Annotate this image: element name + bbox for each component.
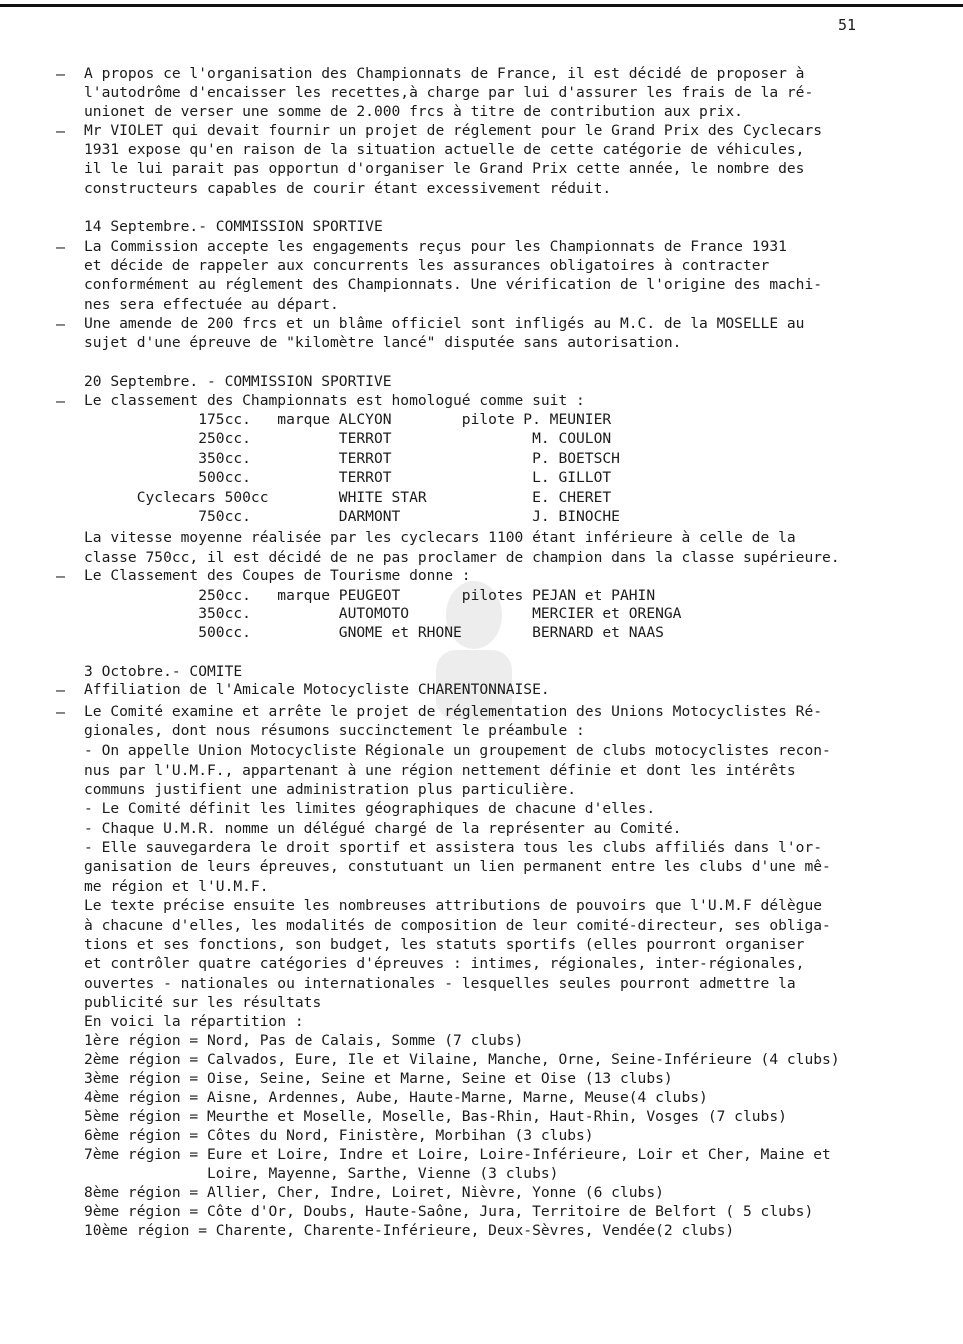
text-line: Le Classement des Coupes de Tourisme donne : <box>84 567 471 584</box>
text-line: Une amende de 200 frcs et un blâme officiel sont infligés au M.C. de la MOSELLE au <box>84 315 805 332</box>
text-line: tions et ses fonctions, son budget, les statuts sportifs (elles pourront organiser <box>84 936 805 953</box>
text-line: nes sera effectuée au départ. <box>84 296 339 313</box>
text-line: ganisation de leurs épreuves, constutuant un lien permanent entre les clubs d'une mê- <box>84 858 831 875</box>
text-line: Le Comité examine et arrête le projet de réglementation des Unions Motocyclistes Ré- <box>84 703 823 720</box>
text-line: 7ème région = Eure et Loire, Indre et Loire, Loire-Inférieure, Loir et Cher, Maine et <box>84 1146 831 1163</box>
text-line: à chacune d'elles, les modalités de composition de leur comité-directeur, ses obliga- <box>84 917 831 934</box>
text-line: 2ème région = Calvados, Eure, Ile et Vilaine, Manche, Orne, Seine-Inférieure (4 clubs) <box>84 1051 840 1068</box>
text-line: En voici la répartition : <box>84 1013 304 1030</box>
bullet-dash: — <box>56 315 66 333</box>
text-line: Le texte précise ensuite les nombreuses attributions de pouvoirs que l'U.M.F délègue <box>84 897 823 914</box>
text-line: 250cc. TERROT M. COULON <box>84 430 612 447</box>
text-line: - Chaque U.M.R. nomme un délégué chargé de la représenter au Comité. <box>84 820 682 837</box>
text-line: - On appelle Union Motocycliste Régionale un groupement de clubs motocyclistes recon- <box>84 742 831 759</box>
text-line: Le classement des Championnats est homologué comme suit : <box>84 392 585 409</box>
text-line: 175cc. marque ALCYON pilote P. MEUNIER <box>84 411 612 428</box>
bullet-dash: — <box>56 122 66 140</box>
text-line: 3ème région = Oise, Seine, Seine et Marne, Seine et Oise (13 clubs) <box>84 1070 673 1087</box>
text-line: A propos ce l'organisation des Championnats de France, il est décidé de proposer à <box>84 65 805 82</box>
text-line: l'autodrôme d'encaisser les recettes,à charge par lui d'assurer les frais de la ré- <box>84 84 814 101</box>
text-line: me région et l'U.M.F. <box>84 878 269 895</box>
text-line: La Commission accepte les engagements reçus pour les Championnats de France 1931 <box>84 238 787 255</box>
text-line: 350cc. AUTOMOTO MERCIER et ORENGA <box>84 605 682 622</box>
text-line: 1931 expose qu'en raison de la situation actuelle de cette catégorie de véhicules, <box>84 141 805 158</box>
text-line: constructeurs capables de courir étant excessivement réduit. <box>84 180 612 197</box>
text-line: 750cc. DARMONT J. BINOCHE <box>84 508 620 525</box>
text-line: nus par l'U.M.F., appartenant à une région nettement définie et dont les intérêts <box>84 762 796 779</box>
bullet-dash: — <box>56 238 66 256</box>
top-rule <box>0 4 963 7</box>
text-line: - Le Comité définit les limites géographiques de chacune d'elles. <box>84 800 656 817</box>
text-line: 500cc. TERROT L. GILLOT <box>84 469 612 486</box>
text-line: 350cc. TERROT P. BOETSCH <box>84 450 620 467</box>
text-line: 6ème région = Côtes du Nord, Finistère, Morbihan (3 clubs) <box>84 1127 594 1144</box>
text-line: sujet d'une épreuve de "kilomètre lancé" disputée sans autorisation. <box>84 334 682 351</box>
text-line: 8ème région = Allier, Cher, Indre, Loiret, Nièvre, Yonne (6 clubs) <box>84 1184 664 1201</box>
text-line: unionet de verser une somme de 2.000 frcs à titre de contribution aux prix. <box>84 103 743 120</box>
text-line: 4ème région = Aisne, Ardennes, Aube, Haute-Marne, Marne, Meuse(4 clubs) <box>84 1089 708 1106</box>
text-line: communs justifient une administration plus particulière. <box>84 781 577 798</box>
text-line: - Elle sauvegardera le droit sportif et assistera tous les clubs affiliés dans l'or- <box>84 839 823 856</box>
text-line: il le lui parait pas opportun d'organiser le Grand Prix cette année, le nombre des <box>84 160 805 177</box>
text-line: et contrôler quatre catégories d'épreuves : intimes, régionales, inter-régionales, <box>84 955 805 972</box>
text-line: 500cc. GNOME et RHONE BERNARD et NAAS <box>84 624 664 641</box>
text-line: 10ème région = Charente, Charente-Inférieure, Deux-Sèvres, Vendée(2 clubs) <box>84 1222 735 1239</box>
text-line: 3 Octobre.- COMITE <box>84 663 243 680</box>
text-line: classe 750cc, il est décidé de ne pas proclamer de champion dans la classe supérieure. <box>84 549 840 566</box>
text-line: 250cc. marque PEUGEOT pilotes PEJAN et PAHIN <box>84 587 656 604</box>
text-line: Mr VIOLET qui devait fournir un projet de réglement pour le Grand Prix des Cyclecars <box>84 122 823 139</box>
text-line: 20 Septembre. - COMMISSION SPORTIVE <box>84 373 392 390</box>
text-line: conformément au réglement des Championnats. Une vérification de l'origine des machi- <box>84 276 823 293</box>
bullet-dash: — <box>56 703 66 721</box>
text-line: 5ème région = Meurthe et Moselle, Moselle, Bas-Rhin, Haut-Rhin, Vosges (7 clubs) <box>84 1108 787 1125</box>
bullet-dash: — <box>56 567 66 585</box>
text-line: 1ère région = Nord, Pas de Calais, Somme (7 clubs) <box>84 1032 524 1049</box>
bullet-dash: — <box>56 681 66 699</box>
bullet-dash: — <box>56 392 66 410</box>
text-line: Affiliation de l'Amicale Motocycliste CHARENTONNAISE. <box>84 681 550 698</box>
text-line: 14 Septembre.- COMMISSION SPORTIVE <box>84 218 383 235</box>
text-line: publicité sur les résultats <box>84 994 322 1011</box>
page-number: 51 <box>838 16 857 34</box>
text-line: La vitesse moyenne réalisée par les cyclecars 1100 étant inférieure à celle de la <box>84 529 796 546</box>
text-line: Cyclecars 500cc WHITE STAR E. CHERET <box>84 489 612 506</box>
text-line: ouvertes - nationales ou internationales - lesquelles seules pourront admettre la <box>84 975 796 992</box>
text-line: 9ème région = Côte d'Or, Doubs, Haute-Saône, Jura, Territoire de Belfort ( 5 clubs) <box>84 1203 814 1220</box>
text-line: et décide de rappeler aux concurrents les assurances obligatoires à contracter <box>84 257 770 274</box>
bullet-dash: — <box>56 65 66 83</box>
text-line: gionales, dont nous résumons succinctement le préambule : <box>84 722 585 739</box>
text-line: Loire, Mayenne, Sarthe, Vienne (3 clubs) <box>84 1165 559 1182</box>
